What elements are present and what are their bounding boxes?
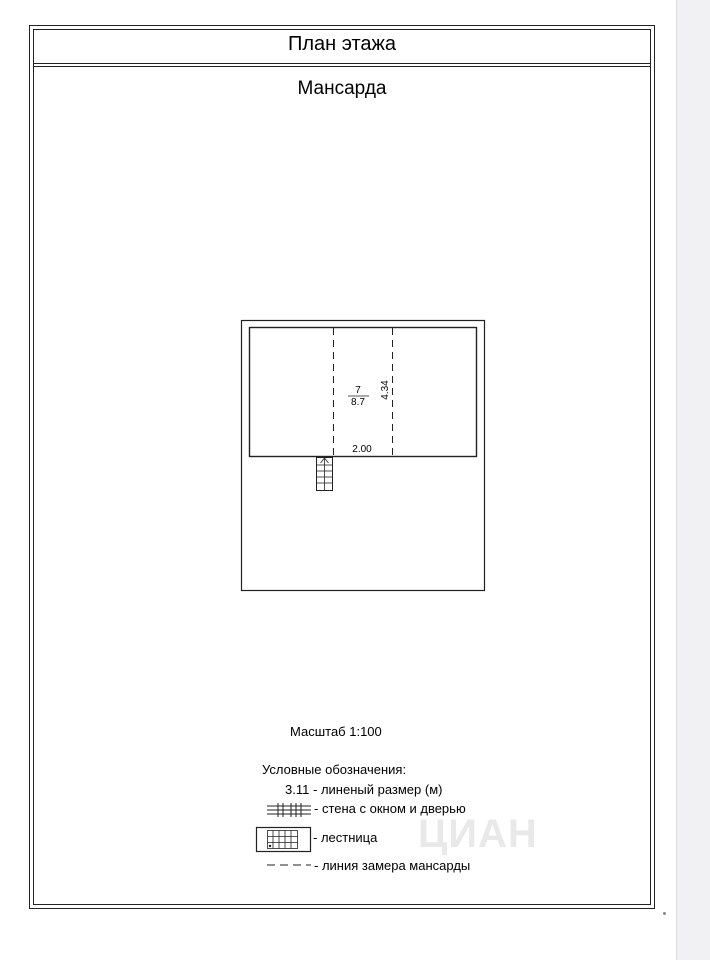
wall-window-door-legend-icon [267,803,311,817]
staircase-icon [317,458,333,491]
floor-name: Мансарда [297,78,387,99]
room-number: 7 [355,385,361,396]
stairs-legend-icon [257,828,311,852]
sheet-title: План этажа [287,33,397,55]
room-area: 8.7 [351,397,365,408]
legend-attic-line-text: - линия замера мансарды [314,858,471,873]
scale-label: Масштаб 1:100 [290,724,382,739]
corner-mark [663,912,666,915]
legend-wall-text: - стена с окном и дверью [314,801,466,816]
legend-stairs-text: - лестница [313,830,378,845]
legend-dimension-text: - линеный размер (м) [313,782,443,797]
room-width-dimension: 2.00 [352,444,372,455]
room-height-dimension: 4.34 [380,380,391,400]
building-outline [242,321,485,591]
legend-title: Условные обозначения: [262,762,407,777]
watermark-logo: ЦИАН [418,812,538,856]
legend-dimension-sample: 3.11 [285,782,310,797]
attic-room-outline [250,328,477,457]
